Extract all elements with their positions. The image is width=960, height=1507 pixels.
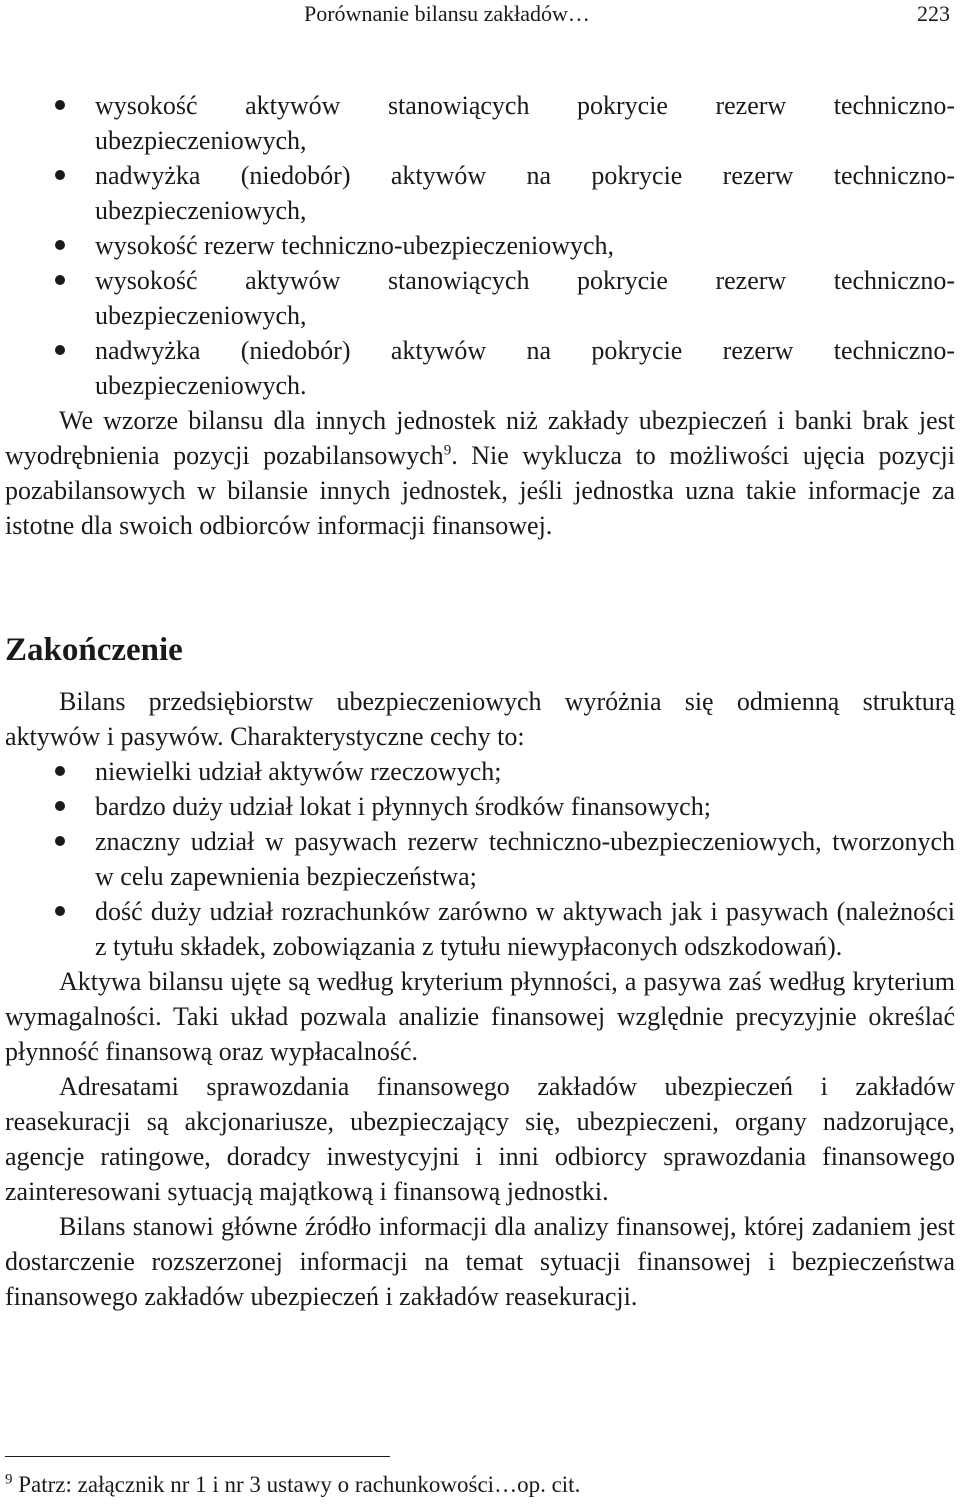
bullet-icon (55, 240, 65, 250)
bullet-icon (55, 345, 65, 355)
bullet-icon (55, 836, 65, 846)
paragraph-off-balance: We wzorze bilansu dla innych jednostek niż zakłady ubezpieczeń i banki brak jest wyodrębnienia pozycji pozabilansowych$^9$. Nie wyklucza to możliwości ujęcia pozycji pozabilansowych w bilansie innych jednostek, jeśli jednostka uzna takie informacje za istotne dla swoich odbiorców informacji finansowej. (5, 406, 955, 540)
running-title: Porównanie bilansu zakładów… (304, 1, 590, 26)
page-number: 223 (917, 1, 950, 26)
bullet-icon (55, 766, 65, 776)
list-item: niewielki udział aktywów rzeczowych; (5, 754, 955, 789)
paragraph-conclusion: Bilans stanowi główne źródło informacji dla analizy finansowej, której zadaniem jest dostarczenie rozszerzonej informacji na temat sytuacji finansowej i bezpieczeństwa finansowego zakładów ubezpieczeń i zakładów reasekuracji. (5, 1212, 955, 1311)
list-item: dość duży udział rozrachunków zarówno w aktywach jak i pasywach (należności z tytułu składek, zobowiązania z tytułu niewypłaconych odszkodowań). (5, 894, 955, 964)
bullet-icon (55, 170, 65, 180)
footnote-number: 9 (5, 1471, 13, 1488)
footnote-reference: 9 (443, 442, 452, 459)
bullet-icon (55, 275, 65, 285)
bullet-icon (55, 906, 65, 916)
footnote-text: Patrz: załącznik nr 1 i nr 3 ustawy o rachunkowości…op. cit. (12, 1472, 581, 1497)
body-block-3 (5, 684, 955, 1314)
bullet-icon (55, 100, 65, 110)
bullet-list-features (5, 754, 955, 964)
paragraph-intro: Bilans przedsiębiorstw ubezpieczeniowych wyróżnia się odmienną strukturą aktywów i pasywów. Charakterystyczne cechy to: (5, 687, 955, 751)
footnote-divider (5, 1456, 390, 1457)
list-item: nadwyżka (niedobór) aktywów na pokrycie rezerw techniczno-ubezpieczeniowych, (5, 158, 955, 228)
list-item: wysokość aktywów stanowiących pokrycie rezerw techniczno-ubezpieczeniowych, (5, 88, 955, 158)
paragraph-recipients: Adresatami sprawozdania finansowego zakładów ubezpieczeń i zakładów reasekuracji są akcjonariusze, ubezpieczający się, ubezpieczeni, organy nadzorujące, agencje ratingowe, doradcy inwestycyjni i inni odbiorcy sprawozdania finansowego zainteresowani sytuacją majątkową i finansową jednostki. (5, 1072, 955, 1206)
running-head (0, 0, 960, 30)
list-item: znaczny udział w pasywach rezerw techniczno-ubezpieczeniowych, tworzonych w celu zapewnienia bezpieczeństwa; (5, 824, 955, 894)
paragraph-liquidity: Aktywa bilansu ujęte są według kryterium płynności, a pasywa zaś według kryterium wymagalności. Taki układ pozwala analizie finansowej względnie precyzyjnie określać płynność finansową oraz wypłacalność. (5, 967, 955, 1066)
list-item: nadwyżka (niedobór) aktywów na pokrycie rezerw techniczno-ubezpieczeniowych. (5, 333, 955, 403)
body-block-1 (5, 88, 955, 543)
footnote (5, 1470, 580, 1500)
section-heading: Zakończenie (5, 632, 183, 668)
bullet-list-items (5, 88, 955, 403)
list-item: bardzo duży udział lokat i płynnych środków finansowych; (5, 789, 955, 824)
bullet-icon (55, 801, 65, 811)
list-item: wysokość rezerw techniczno-ubezpieczeniowych, (5, 228, 955, 263)
list-item: wysokość aktywów stanowiących pokrycie rezerw techniczno-ubezpieczeniowych, (5, 263, 955, 333)
body-block-2 (5, 630, 955, 670)
